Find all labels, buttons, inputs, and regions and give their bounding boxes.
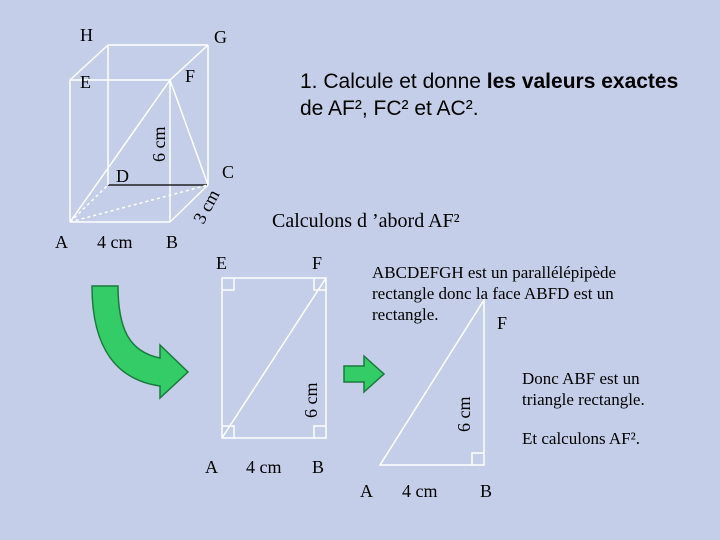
question-line1-prefix: 1. Calcule et donne	[300, 70, 487, 93]
rect-height-label: 6 cm	[301, 382, 321, 418]
tri-width-label: 4 cm	[402, 481, 438, 501]
curved-arrow-icon	[92, 286, 188, 398]
rect-label-f: F	[312, 253, 323, 273]
question-line1-bold: les valeurs exactes	[486, 70, 679, 93]
tri-height-label: 6 cm	[454, 396, 474, 432]
subtitle: Calculons d ’abord AF²	[272, 210, 460, 232]
conclusion-line1: Donc ABF est un	[522, 369, 640, 388]
rect-label-e: E	[216, 253, 227, 273]
explanation-line2: rectangle donc la face ABFD est un	[372, 284, 614, 303]
box-height-label: 6 cm	[149, 126, 169, 162]
vertex-label-f: F	[185, 66, 196, 86]
question-text	[300, 68, 678, 122]
vertex-label-b: B	[166, 232, 179, 252]
vertex-label-h: H	[80, 25, 93, 45]
vertex-label-a: A	[55, 232, 68, 252]
conclusion-line2: triangle rectangle.	[522, 390, 645, 409]
question-line2: de AF², FC² et AC².	[300, 97, 479, 120]
rect-label-a: A	[205, 457, 218, 477]
conclusion-text	[522, 368, 645, 410]
vertex-label-d: D	[116, 166, 129, 186]
vertex-label-g: G	[214, 27, 227, 47]
tri-label-f: F	[497, 313, 508, 333]
rect-label-b: B	[312, 457, 325, 477]
explanation-line3: rectangle.	[372, 305, 439, 324]
rect-width-label: 4 cm	[246, 457, 282, 477]
explanation-text	[372, 262, 616, 325]
tri-label-b: B	[480, 481, 493, 501]
conclusion-line3: Et calculons AF².	[522, 429, 640, 448]
box-depth-label: 3 cm	[189, 186, 224, 227]
vertex-label-e: E	[80, 72, 91, 92]
vertex-label-c: C	[222, 162, 235, 182]
right-arrow-icon	[344, 356, 384, 392]
box-width-label: 4 cm	[97, 232, 133, 252]
tri-label-a: A	[360, 481, 373, 501]
explanation-line1: ABCDEFGH est un parallélépipède	[372, 263, 617, 282]
